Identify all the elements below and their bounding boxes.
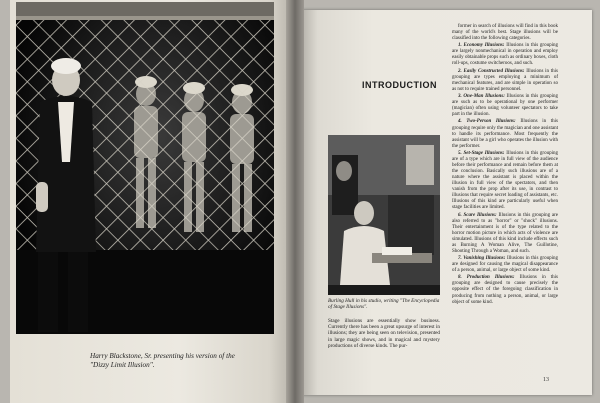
intro-continuation: former in search of illusions will find in this book many of the world's best. Stage illusions will be classified into the following categories.	[452, 24, 558, 42]
category-7	[452, 256, 558, 274]
caption-line-1: Harry Blackstone, Sr. presenting his version of the	[90, 352, 235, 360]
studio-illustration	[328, 135, 440, 295]
page-number: 13	[543, 377, 549, 383]
chapter-heading: INTRODUCTION	[362, 80, 437, 90]
category-3	[452, 94, 558, 118]
net-illusion-illustration	[16, 2, 274, 334]
category-body: Illusions in this grouping are largely nonmechanical in operation and employ easily obtainable props such as ordinary boxes, cloth roll-ups, costume switcheroos, and such.	[452, 43, 558, 67]
category-title: 5. Set-Stage Illusions:	[458, 150, 505, 156]
category-title: 4. Two-Person Illusions:	[458, 119, 516, 125]
category-title: 7. Vanishing Illusions:	[458, 256, 506, 262]
hull-studio-photo	[328, 135, 440, 295]
category-8	[452, 275, 558, 305]
category-title: 2. Easily Constructed Illusions:	[458, 68, 525, 74]
blackstone-photo	[16, 2, 274, 334]
book-gutter	[286, 0, 304, 403]
category-title: 3. One-Man Illusions:	[458, 94, 505, 100]
category-body: Illusions in this grouping are types employing a minimum of mechanical features, and are simple in operation so as not to require trained personnel.	[452, 68, 559, 92]
category-title: 6. Scare Illusions:	[458, 212, 497, 218]
category-body: Illusions in this grouping are also referred to as "horror" or "shock" illusions. Their entertainment is of the type related to the horror motion picture in which acts of violence are simulated. Illusions of this kind include effects such as Burning A Woman Alive, The Guillotine, Shooting Through a Woman, and such.	[452, 212, 559, 254]
left-photo-caption	[90, 352, 270, 370]
category-6	[452, 213, 558, 255]
caption-line-2: "Dizzy Limit Illusion".	[90, 361, 155, 369]
category-2	[452, 69, 558, 93]
category-body: Illusions in this grouping are of a type which are in full view of the audience before their performance and remain before them at the conclusion. Basically such illusions are of a nature where the assistant is placed within the illusion in full view of the spectators, and then vanish from the prop after its use, in contrast to illusions that require secret loading of assistants, etc. Illusions of this kind are particularly useful when stage facilities are limited.	[452, 150, 558, 211]
category-body: Illusions in this grouping are such as to be operational by one performer (magician) often using volunteer spectators to take part in the illusion.	[452, 94, 558, 118]
intro-paragraph: Stage illusions are essentially show business. Currently there has been a great upsurge of interest in illusions; they are being seen on television, presented in large magic shows, and in magical and mystery productions of diverse kinds. The pur-	[328, 318, 440, 349]
right-photo-caption: Burling Hull in his studio, writing "The Encyclopedia of Stage Illusions".	[328, 298, 440, 311]
category-title: 1. Economy Illusions:	[458, 43, 505, 49]
category-1	[452, 43, 558, 67]
category-title: 8. Production Illusions:	[458, 275, 515, 281]
category-body: Illusions in this grouping are designed to cause precisely the opposite effect of the foregoing classification in producing from nothing a person, animal, or large object of some kind.	[452, 275, 559, 305]
category-4	[452, 119, 558, 149]
category-body: Illusions in this grouping require only the magician and one assistant to handle its performance. Most frequently the assistant will be a girl who operates the illusion with the performer.	[452, 119, 558, 149]
categories-column	[452, 24, 558, 307]
category-5	[452, 151, 558, 211]
category-body: Illusions in this grouping are designed for causing the magical disappearance of a person, animal, or large object of some kind.	[452, 256, 558, 274]
